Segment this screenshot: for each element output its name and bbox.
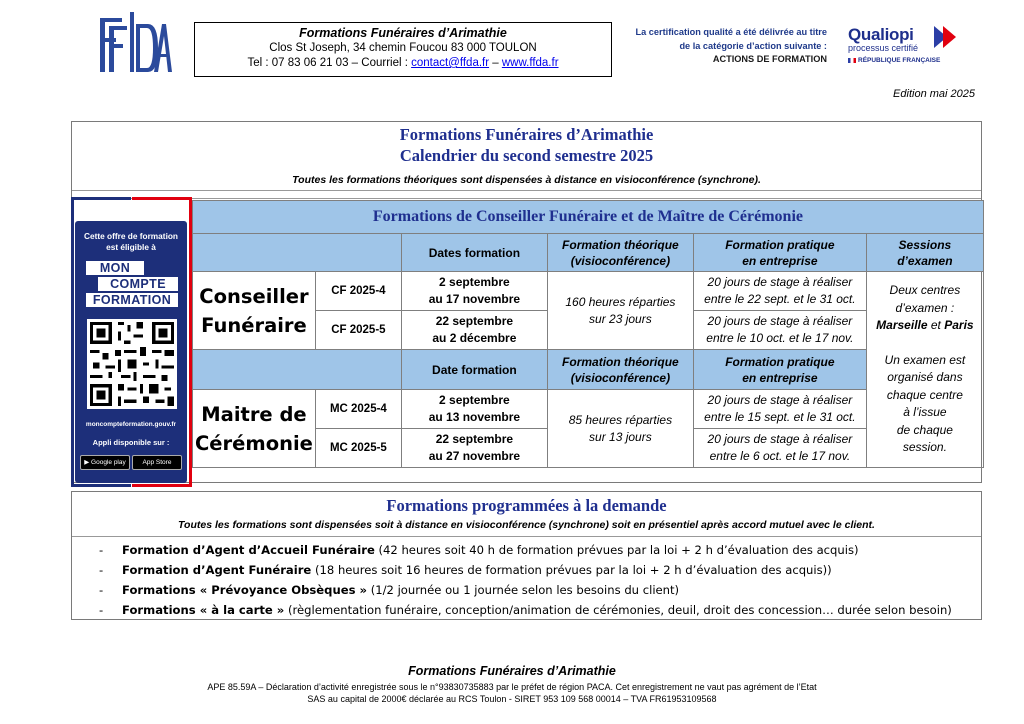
practice-2: entre le 15 sept. et le 31 oct. — [704, 410, 856, 424]
practice-period — [693, 429, 866, 468]
on-demand-subtitle: Toutes les formations sont dispensées soit à distance en visioconférence (synchrone) soit en présentiel après accord mutuel avec le client. — [178, 519, 875, 531]
org-name: Formations Funéraires d’Arimathie — [299, 26, 507, 40]
header-sessions-1: Sessions — [898, 237, 952, 252]
conjunction: et — [927, 318, 945, 332]
republique-text: RÉPUBLIQUE FRANÇAISE — [858, 57, 941, 64]
header-theory-2: (visioconférence) — [570, 253, 671, 268]
table-row — [193, 272, 984, 311]
theory-hours-1: 85 heures réparties — [568, 412, 673, 427]
practice-period — [693, 272, 866, 311]
exam-sessions — [866, 272, 983, 468]
header-practice-1: Formation pratique — [725, 354, 835, 369]
badge-url[interactable]: moncompteformation.gouv.fr — [85, 421, 177, 428]
course-dates — [401, 429, 547, 468]
on-demand-box — [71, 491, 982, 620]
practice-1: 20 jours de stage à réaliser — [707, 314, 853, 328]
mon-compte-formation-badge[interactable] — [71, 197, 192, 487]
city-marseille: Marseille — [876, 318, 928, 332]
header-theory-1: Formation théorique — [562, 237, 679, 252]
badge-line-1: Cette offre de formation — [83, 231, 179, 241]
header-blank — [193, 350, 402, 390]
google-play-button[interactable] — [80, 455, 130, 470]
qr-code-icon[interactable] — [87, 319, 177, 409]
footer-title: Formations Funéraires d’Arimathie — [408, 664, 616, 678]
tel-text: Tel : 07 83 06 21 03 – Courriel : — [247, 57, 412, 69]
contact-box — [194, 22, 612, 77]
practice-2: entre le 10 oct. et le 17 nov. — [706, 331, 854, 345]
header-sessions-2: d’examen — [897, 253, 953, 268]
edition-date: Edition mai 2025 — [893, 88, 975, 100]
course-code: CF 2025-5 — [315, 311, 401, 350]
sessions-line: Un examen est — [884, 352, 966, 367]
qualiopi-logo — [848, 25, 968, 69]
header-practice-2: en entreprise — [742, 253, 818, 268]
course-dates — [401, 311, 547, 350]
item-detail: (règlementation funéraire, conception/animation de cérémonies, deuil, droit des concession… durée selon besoin) — [284, 603, 952, 617]
header-theory — [547, 350, 693, 390]
item-title: Formation d’Agent Funéraire — [122, 563, 312, 577]
item-detail: (18 heures soit 16 heures de formation prévues par la loi + 2 h d’évaluation des acquis)) — [311, 563, 832, 577]
app-store-button[interactable] — [132, 455, 182, 470]
date-start: 2 septembre — [439, 393, 510, 407]
badge-eligibility — [75, 231, 187, 253]
item-title: Formations « Prévoyance Obsèques » — [122, 583, 368, 597]
list-item — [99, 580, 969, 600]
header-practice — [693, 234, 866, 272]
sessions-line: d’examen : — [895, 300, 955, 315]
header-practice-1: Formation pratique — [725, 237, 835, 252]
exam-cities — [869, 317, 981, 335]
header-theory-2: (visioconférence) — [570, 370, 671, 385]
table-section-header — [193, 201, 984, 234]
app-store-label: App Store — [142, 459, 172, 466]
list-dash: - — [99, 583, 104, 597]
divider — [72, 536, 981, 537]
theory-hours — [547, 390, 693, 468]
contact-line — [195, 56, 611, 71]
header-theory-1: Formation théorique — [562, 354, 679, 369]
ffda-logo — [100, 12, 172, 72]
date-end: au 13 novembre — [428, 410, 521, 424]
sessions-line: chaque centre — [886, 387, 963, 402]
table-header-row — [193, 350, 984, 390]
calendar-title-2: Calendrier du second semestre 2025 — [399, 146, 654, 165]
badge-available: Appli disponible sur : — [92, 438, 170, 447]
google-play-icon: ▶ — [84, 459, 92, 466]
cf-name-2: Funéraire — [201, 313, 307, 337]
badge-panel — [75, 221, 187, 483]
qualiopi-sub: processus certifié — [848, 43, 919, 53]
footer-line-1: APE 85.59A – Déclaration d’activité enregistrée sous le n°93830735883 par le préfet de région PACA. Cet enregistrement ne vaut pas agrément de l’Etat — [207, 682, 817, 692]
calendar-title — [72, 124, 981, 166]
list-item — [99, 540, 969, 560]
item-title: Formation d’Agent d’Accueil Funéraire — [122, 543, 375, 557]
practice-2: entre le 6 oct. et le 17 nov. — [709, 449, 851, 463]
org-address: Clos St Joseph, 34 chemin Foucou 83 000 TOULON — [269, 42, 537, 54]
maitre-ceremonie-label — [193, 390, 316, 468]
practice-period — [693, 311, 866, 350]
website-link[interactable]: www.ffda.fr — [501, 57, 559, 69]
date-end: au 17 novembre — [428, 292, 521, 306]
list-dash: - — [99, 543, 104, 557]
calendar-table — [192, 200, 984, 468]
header-dates: Dates formation — [401, 234, 547, 272]
republique-label — [848, 57, 968, 64]
logo-word-3: FORMATION — [86, 293, 178, 307]
separator: – — [489, 57, 502, 69]
conseiller-funeraire-label — [193, 272, 316, 350]
date-start: 22 septembre — [435, 314, 514, 328]
list-dash: - — [99, 603, 104, 617]
cf-name-1: Conseiller — [199, 284, 309, 308]
logo-word-2: COMPTE — [98, 277, 178, 291]
date-start: 22 septembre — [435, 432, 514, 446]
header-theory — [547, 234, 693, 272]
google-play-label: Google play — [91, 459, 126, 466]
date-start: 2 septembre — [439, 275, 510, 289]
mon-compte-formation-logo — [86, 261, 178, 309]
cert-line-3: ACTIONS DE FORMATION — [712, 54, 827, 64]
cert-line-1: La certification qualité a été délivrée au titre — [635, 27, 827, 37]
qualiopi-red-triangle-icon — [943, 26, 956, 48]
mc-name-1: Maitre de — [201, 402, 307, 426]
certification-text — [615, 26, 827, 67]
list-item — [99, 560, 969, 580]
table-header-row — [193, 234, 984, 272]
list-dash: - — [99, 563, 104, 577]
divider — [72, 190, 981, 191]
on-demand-list — [99, 540, 969, 620]
practice-1: 20 jours de stage à réaliser — [707, 432, 853, 446]
item-detail: (1/2 journée ou 1 journée selon les besoins du client) — [367, 583, 680, 597]
footer-line-2: SAS au capital de 2000€ déclarée au RCS Toulon - SIRET 953 109 568 00014 – TVA FR61953109568 — [307, 694, 717, 704]
theory-hours — [547, 272, 693, 350]
flag-icon — [848, 58, 856, 63]
table-row — [193, 390, 984, 429]
section-title: Formations de Conseiller Funéraire et de Maître de Cérémonie — [193, 201, 984, 234]
theory-hours-2: sur 23 jours — [589, 311, 652, 326]
sessions-line: de chaque — [896, 422, 953, 437]
header-practice — [693, 350, 866, 390]
divider — [72, 198, 981, 199]
course-dates — [401, 390, 547, 429]
theory-hours-1: 160 heures réparties — [565, 294, 676, 309]
header-practice-2: en entreprise — [742, 370, 818, 385]
theory-hours-2: sur 13 jours — [589, 429, 652, 444]
sessions-line: à l’issue — [903, 405, 947, 419]
sessions-line: Deux centres — [889, 283, 961, 297]
cert-line-2: de la catégorie d’action suivante : — [679, 40, 827, 51]
header-dates: Date formation — [401, 350, 547, 390]
item-title: Formations « à la carte » — [122, 603, 285, 617]
calendar-subtitle: Toutes les formations théoriques sont dispensées à distance en visioconférence (synchrone). — [292, 174, 761, 186]
header-sessions — [866, 234, 983, 272]
email-link[interactable]: contact@ffda.fr — [411, 57, 490, 69]
practice-1: 20 jours de stage à réaliser — [707, 275, 853, 289]
list-item — [99, 600, 969, 620]
date-end: au 2 décembre — [432, 331, 517, 345]
sessions-line: session. — [902, 440, 947, 454]
course-code: MC 2025-5 — [315, 429, 401, 468]
badge-line-2: est éligible à — [106, 242, 156, 252]
practice-2: entre le 22 sept. et le 31 oct. — [704, 292, 856, 306]
calendar-title-1: Formations Funéraires d’Arimathie — [399, 125, 654, 144]
mc-name-2: Cérémonie — [195, 431, 313, 455]
date-end: au 27 novembre — [428, 449, 521, 463]
logo-word-1: MON — [86, 261, 144, 275]
on-demand-title: Formations programmées à la demande — [386, 496, 667, 515]
city-paris: Paris — [944, 318, 974, 332]
item-detail: (42 heures soit 40 h de formation prévues par la loi + 2 h d’évaluation des acquis) — [374, 543, 859, 557]
qualiopi-brand: Qualiopi — [848, 25, 914, 44]
course-dates — [401, 272, 547, 311]
practice-1: 20 jours de stage à réaliser — [707, 393, 853, 407]
course-code: MC 2025-4 — [315, 390, 401, 429]
header-blank — [193, 234, 402, 272]
practice-period — [693, 390, 866, 429]
course-code: CF 2025-4 — [315, 272, 401, 311]
sessions-line: organisé dans — [887, 370, 963, 384]
